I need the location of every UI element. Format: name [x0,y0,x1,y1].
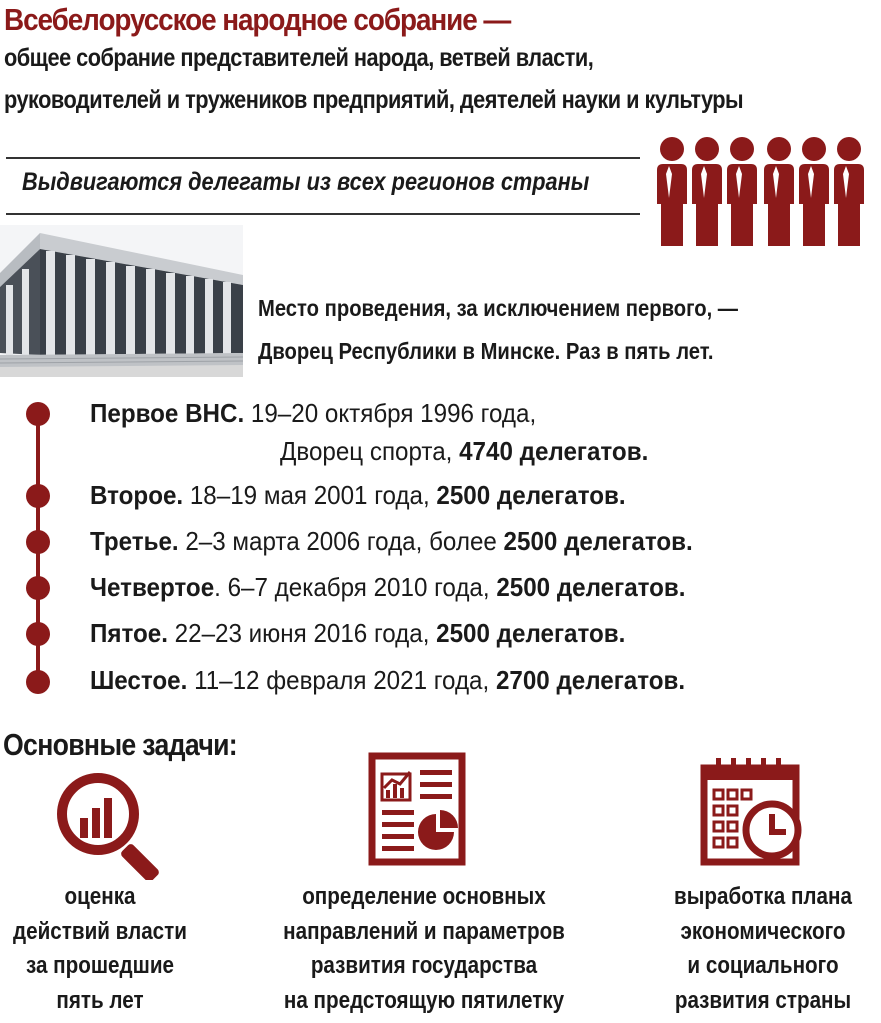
session-delegates: 2500 делегатов. [436,618,626,648]
session-name: Шестое. [90,665,188,695]
divider-top [6,157,640,159]
venue-line-2: Дворец Республики в Минске. Раз в пять лет. [258,338,714,364]
session-delegates: 2500 делегатов. [496,572,686,602]
timeline-dot [26,576,50,600]
session-delegates: 2500 делегатов. [503,526,693,556]
task-line: и социального [687,952,839,979]
tasks-title: Основные задачи: [3,727,238,762]
magnifier-chart-icon [52,768,187,880]
task-line: развития страны [674,986,852,1014]
task-line: развития государства [310,952,538,979]
subtitle-line-1: общее собрание представителей народа, ветвей власти, [4,44,594,72]
task-line: экономического [680,917,846,945]
task-line: направлений и параметров [283,917,565,945]
delegates-text: Выдвигаются делегаты из всех регионов страны [22,168,590,196]
session-item-3 [90,526,881,557]
task-line: пять лет [56,986,144,1014]
session-item-5 [90,618,881,649]
session-delegates: 2500 делегатов. [436,480,626,510]
session-details: 22–23 июня 2016 года, [167,618,437,648]
session-delegates: 4740 делегатов. [459,436,649,466]
timeline-dot [26,670,50,694]
task-line: действий власти [13,917,187,945]
divider-bottom [6,213,640,215]
session-item-1-line-2 [280,436,881,467]
session-delegates: 2700 делегатов. [495,665,686,695]
task-line: определение основных [302,883,546,910]
session-item-4 [90,572,881,603]
task-item-2 [269,880,579,1018]
task-line: за прошедшие [25,952,175,979]
timeline-dot [26,530,50,554]
timeline-dot [26,402,50,426]
venue-line-1: Место проведения, за исключением первого, — [258,295,739,321]
session-name: Пятое. [90,618,168,648]
subtitle-line-2: руководителей и тружеников предприятий, деятелей науки и культуры [4,86,744,114]
timeline-dot [26,484,50,508]
session-name: Первое ВНС. [90,398,245,428]
task-item-3 [666,880,860,1018]
palace-of-republic-building [0,225,243,377]
session-item-6 [90,665,881,696]
task-line: оценка [64,883,136,910]
session-name: Четвертое [90,572,215,602]
session-details: 2–3 марта 2006 года, более [178,526,504,556]
session-details: 11–12 февраля 2021 года, [187,665,496,695]
session-details: 18–19 мая 2001 года, [183,480,437,510]
task-item-1 [5,880,194,1018]
calendar-clock-icon [700,754,805,866]
task-line: выработка плана [674,883,852,910]
session-details: 19–20 октября 1996 года, [244,398,537,428]
session-name: Второе. [90,480,184,510]
session-item-2 [90,480,881,511]
session-name: Третье. [90,526,179,556]
session-details: Дворец спорта, [280,436,460,466]
report-document-icon [368,752,466,866]
page-title: Всебелорусское народное собрание — [4,2,511,37]
session-details: . 6–7 декабря 2010 года, [214,572,497,602]
task-line: на предстоящую пятилетку [283,986,565,1014]
people-group-icon [652,134,872,246]
timeline-dot [26,622,50,646]
session-item-1 [90,398,881,429]
